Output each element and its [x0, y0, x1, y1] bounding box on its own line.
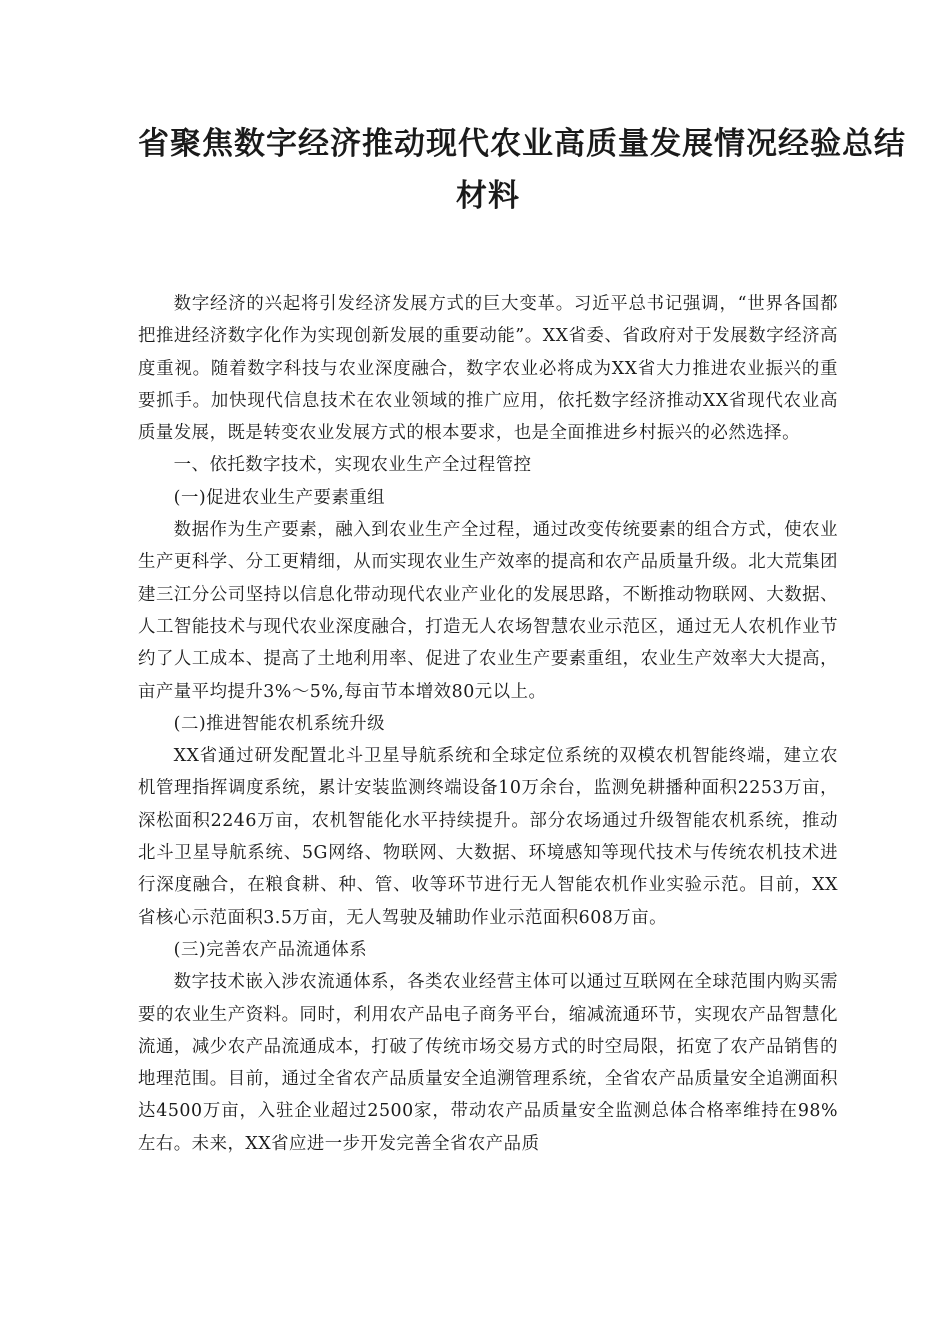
- subsection-3-paragraph: 数字技术嵌入涉农流通体系，各类农业经营主体可以通过互联网在全球范围内购买需要的农业生产资料。同时，利用农产品电子商务平台，缩减流通环节，实现农产品智慧化流通，减少农产品流通成本，打破了传统市场交易方式的时空局限，拓宽了农产品销售的地理范围。目前，通过全省农产品质量安全追溯管理系统，全省农产品质量安全追溯面积达4500万亩，入驻企业超过2500家，带动农产品质量安全监测总体合格率维持在98%左右。未来，XX省应进一步开发完善全省农产品质: [138, 972, 838, 1154]
- title-line-1: 省聚焦数字经济推动现代农业高质量发展情况经验总结: [138, 126, 906, 162]
- intro-paragraph: 数字经济的兴起将引发经济发展方式的巨大变革。习近平总书记强调，“世界各国都把推进经济数字化作为实现创新发展的重要动能”。XX省委、省政府对于发展数字经济高度重视。随着数字科技与农业深度融合，数字农业必将成为XX省大力推进农业振兴的重要抓手。加快现代信息技术在农业领域的推广应用，依托数字经济推动XX省现代农业高质量发展，既是转变农业发展方式的根本要求，也是全面推进乡村振兴的必然选择。: [138, 294, 838, 444]
- subsection-1-paragraph: 数据作为生产要素，融入到农业生产全过程，通过改变传统要素的组合方式，使农业生产更科学、分工更精细，从而实现农业生产效率的提高和农产品质量升级。北大荒集团建三江分公司坚持以信息化带动现代农业产业化的发展思路，不断推动物联网、大数据、人工智能技术与现代农业深度融合，打造无人农场智慧农业示范区，通过无人农机作业节约了人工成本、提高了土地利用率、促进了农业生产要素重组，农业生产效率大大提高，亩产量平均提升3%～5%,每亩节本增效80元以上。: [138, 520, 838, 702]
- subsection-2-paragraph: XX省通过研发配置北斗卫星导航系统和全球定位系统的双模农机智能终端，建立农机管理指挥调度系统，累计安装监测终端设备10万余台，监测免耕播种面积2253万亩，深松面积2246万亩，农机智能化水平持续提升。部分农场通过升级智能农机系统，推动北斗卫星导航系统、5G网络、物联网、大数据、环境感知等现代技术与传统农机技术进行深度融合，在粮食耕、种、管、收等环节进行无人智能农机作业实验示范。目前，XX省核心示范面积3.5万亩，无人驾驶及辅助作业示范面积608万亩。: [138, 746, 838, 928]
- subsection-heading-2: (二)推进智能农机系统升级: [173, 713, 386, 734]
- subsection-heading-3: (三)完善农产品流通体系: [173, 939, 368, 960]
- subsection-heading-1: (一)促进农业生产要素重组: [173, 487, 386, 508]
- document-title: [138, 118, 906, 222]
- section-heading-1: 一、依托数字技术，实现农业生产全过程管控: [173, 455, 532, 476]
- document-body: [138, 288, 838, 1160]
- title-line-2: 材料: [456, 178, 520, 214]
- document-page: [138, 118, 906, 1160]
